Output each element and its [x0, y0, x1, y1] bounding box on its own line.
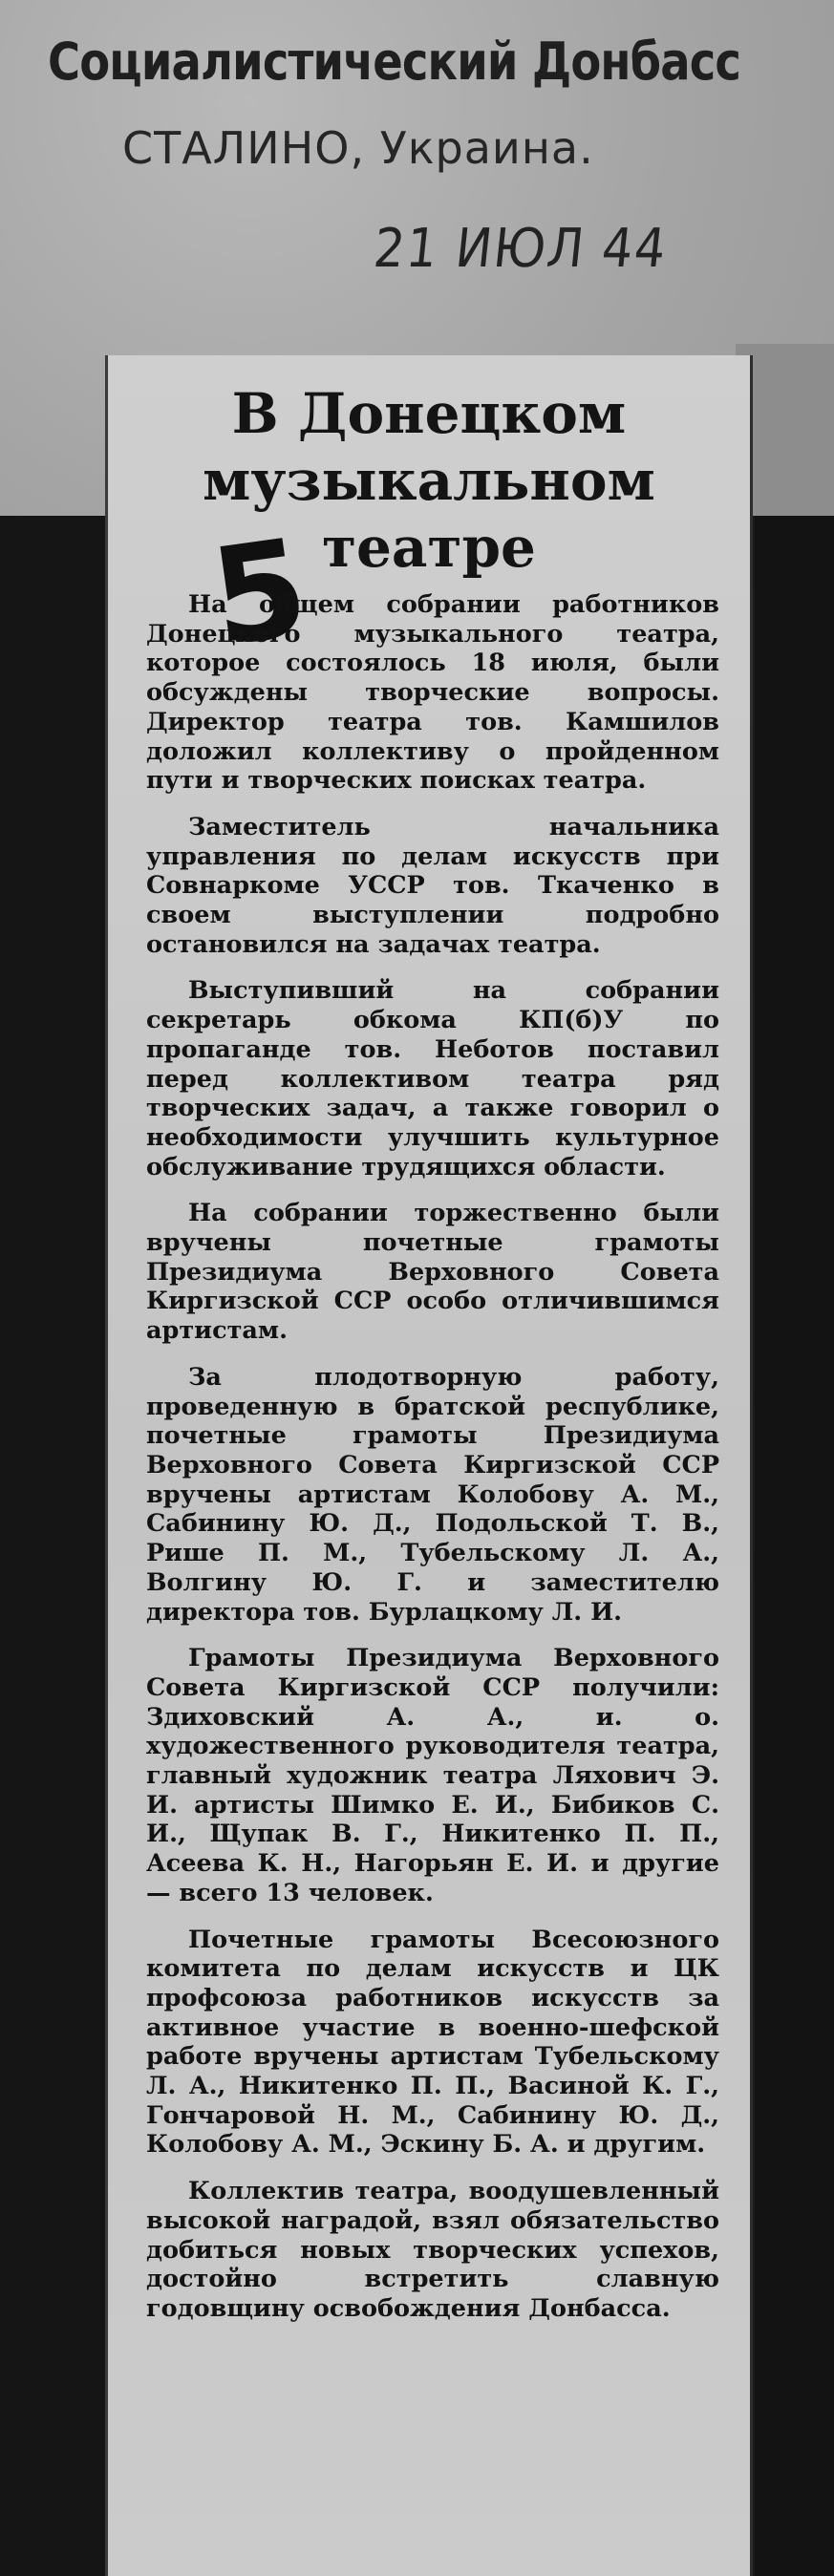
paragraph: Заместитель начальника управления по делам искусств при Совнаркоме УССР тов. Ткаченко в своем выступлении подробно остановился на задачах театра. — [146, 812, 719, 959]
newspaper-clipping — [105, 355, 753, 2576]
paragraph: Выступивший на собрании секретарь обкома КП(б)У по пропаганде тов. Неботов поставил перед коллективом театра ряд творческих задач, а также говорил о необходимости улучшить культурное обслуживание трудящихся области. — [146, 976, 719, 1182]
date-stamp: 21 ИЮЛ 44 — [371, 218, 671, 280]
paragraph: На собрании торжественно были вручены почетные грамоты Президиума Верховного Совета Киргизской ССР особо отличившимся артистам. — [146, 1199, 719, 1346]
headline-line-2: музыкальном — [203, 448, 655, 513]
dark-margin-right — [755, 516, 834, 2576]
paragraph: За плодотворную работу, проведенную в братской республике, почетные грамоты Президиума Верховного Совета Киргизской ССР вручены артистам Колобову А. М., Сабинину Ю. Д., Подольской Т. В., Рише П. М., Тубельскому Л. А., Волгину Ю. Г. и заместителю директора тов. Бурлацкому Л. И. — [146, 1362, 719, 1627]
dark-margin-left — [0, 516, 105, 2576]
newspaper-name-stamp: Социалистический Донбасс — [48, 32, 741, 92]
headline-line-3: театре — [322, 515, 536, 580]
headline-line-1: В Донецком — [231, 381, 627, 446]
paragraph: На общем собрании работников Донецкого музыкального театра, которое состоялось 18 июля, были обсуждены творческие вопросы. Директор театра тов. Камшилов доложил коллективу о пройденном пути и творческих поисках театра. — [146, 590, 719, 796]
paragraph: Коллектив театра, воодушевленный высокой наградой, взял обязательство добиться новых творческих успехов, достойно встретить славную годовщину освобождения Донбасса. — [146, 2177, 719, 2323]
city-stamp: СТАЛИНО, Украина. — [122, 122, 594, 174]
paragraph: Почетные грамоты Всесоюзного комитета по делам искусств и ЦК профсоюза работников искусств за активное участие в военно-шефской работе вручены артистам Тубельскому Л. А., Никитенко П. П., Васиной К. Г., Гончаровой Н. М., Сабинину Ю. Д., Колобову А. М., Эскину Б. А. и другим. — [146, 1925, 719, 2160]
paragraph: Грамоты Президиума Верховного Совета Киргизской ССР получили: Здиховский А. А., и. о. художественного руководителя театра, главный художник театра Ляхович Э. И. артисты Шимко Е. И., Бибиков С. И., Щупак В. Г., Никитенко П. П., Асеева К. Н., Нагорьян Е. И. и другие — всего 13 человек. — [146, 1644, 719, 1907]
article-headline — [108, 380, 750, 581]
handwritten-mark: 5 — [203, 510, 317, 677]
article-body — [146, 590, 719, 2341]
